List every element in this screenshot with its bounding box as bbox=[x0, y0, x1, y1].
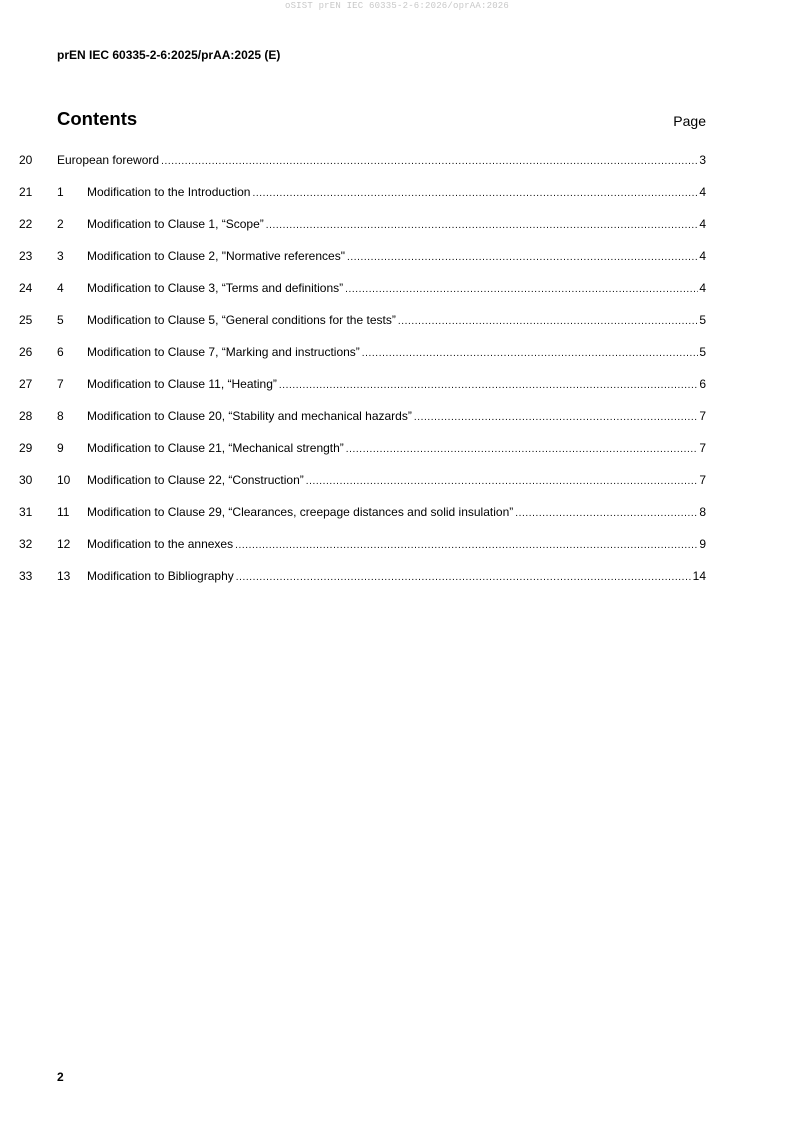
dot-leader bbox=[266, 218, 699, 234]
dot-leader bbox=[306, 474, 699, 490]
toc-entry-6[interactable] bbox=[57, 344, 706, 362]
page-number: 2 bbox=[57, 1070, 64, 1084]
line-number: 26 bbox=[19, 345, 33, 359]
line-number: 29 bbox=[19, 441, 33, 455]
toc-entry-title: Modification to the Introduction bbox=[87, 185, 251, 199]
toc-entry-7[interactable] bbox=[57, 376, 706, 394]
toc-entry-page: 6 bbox=[699, 377, 706, 391]
line-number: 30 bbox=[19, 473, 33, 487]
toc-row bbox=[0, 536, 794, 552]
toc-entry-title: Modification to Clause 1, “Scope” bbox=[87, 217, 264, 231]
toc-row bbox=[0, 472, 794, 488]
toc-entry-5[interactable] bbox=[57, 312, 706, 330]
toc-row bbox=[0, 248, 794, 264]
toc-entry-page: 4 bbox=[699, 217, 706, 231]
line-number: 28 bbox=[19, 409, 33, 423]
toc-entry-number: 12 bbox=[57, 537, 71, 551]
toc-entry-2[interactable] bbox=[57, 216, 706, 234]
toc-entry-title: Modification to Clause 21, “Mechanical strength” bbox=[87, 441, 344, 455]
toc-entry-title: Modification to Clause 11, “Heating” bbox=[87, 377, 277, 391]
dot-leader bbox=[346, 442, 699, 458]
dot-leader bbox=[515, 506, 698, 522]
toc-entry-number: 9 bbox=[57, 441, 64, 455]
line-number: 23 bbox=[19, 249, 33, 263]
toc-entry-title: Modification to Clause 2, "Normative references" bbox=[87, 249, 345, 263]
toc-entry-number: 5 bbox=[57, 313, 64, 327]
toc-entry-11[interactable] bbox=[57, 504, 706, 522]
dot-leader bbox=[235, 538, 698, 554]
toc-entry-10[interactable] bbox=[57, 472, 706, 490]
dot-leader bbox=[398, 314, 698, 330]
line-number: 22 bbox=[19, 217, 33, 231]
toc-entry-13[interactable] bbox=[57, 568, 706, 586]
toc-entry-title: Modification to Clause 5, “General conditions for the tests” bbox=[87, 313, 396, 327]
contents-heading: Contents bbox=[57, 108, 138, 129]
toc-entry-page: 5 bbox=[699, 345, 706, 359]
toc-entry-page: 4 bbox=[699, 281, 706, 295]
toc-entry-title: Modification to Clause 7, “Marking and instructions” bbox=[87, 345, 360, 359]
dot-leader bbox=[345, 282, 698, 298]
toc-entry-number: 3 bbox=[57, 249, 64, 263]
toc-row bbox=[0, 568, 794, 584]
toc-row bbox=[0, 216, 794, 232]
toc-entry-9[interactable] bbox=[57, 440, 706, 458]
toc-entry-page: 3 bbox=[699, 153, 706, 167]
toc-row bbox=[0, 376, 794, 392]
line-number: 21 bbox=[19, 185, 33, 199]
toc-entry-page: 14 bbox=[692, 569, 706, 583]
toc-entry-3[interactable] bbox=[57, 248, 706, 266]
line-number: 27 bbox=[19, 377, 33, 391]
toc-entry-page: 9 bbox=[699, 537, 706, 551]
toc-row bbox=[0, 408, 794, 424]
toc-entry-12[interactable] bbox=[57, 536, 706, 554]
toc-entry-european-foreword[interactable] bbox=[57, 152, 706, 170]
toc-entry-number: 13 bbox=[57, 569, 71, 583]
toc-entry-page: 7 bbox=[699, 473, 706, 487]
line-number: 32 bbox=[19, 537, 33, 551]
toc-row bbox=[0, 152, 794, 168]
toc-entry-4[interactable] bbox=[57, 280, 706, 298]
toc-entry-number: 1 bbox=[57, 185, 64, 199]
dot-leader bbox=[362, 346, 699, 362]
toc-entry-title: Modification to Clause 3, “Terms and definitions” bbox=[87, 281, 344, 295]
toc-row bbox=[0, 184, 794, 200]
toc-entry-number: 8 bbox=[57, 409, 64, 423]
dot-leader bbox=[347, 250, 698, 266]
toc-entry-title: Modification to Clause 22, “Construction” bbox=[87, 473, 304, 487]
toc-entry-page: 7 bbox=[699, 441, 706, 455]
dot-leader bbox=[161, 154, 698, 170]
toc-entry-title: Modification to Clause 20, “Stability and mechanical hazards” bbox=[87, 409, 412, 423]
toc-entry-page: 5 bbox=[699, 313, 706, 327]
toc-entry-8[interactable] bbox=[57, 408, 706, 426]
toc-entry-title: Modification to Bibliography bbox=[87, 569, 234, 583]
line-number: 31 bbox=[19, 505, 33, 519]
toc-entry-number: 4 bbox=[57, 281, 64, 295]
toc-row bbox=[0, 344, 794, 360]
toc-entry-title: European foreword bbox=[57, 153, 160, 167]
line-number: 25 bbox=[19, 313, 33, 327]
line-number: 24 bbox=[19, 281, 33, 295]
toc-row bbox=[0, 440, 794, 456]
line-number: 33 bbox=[19, 569, 33, 583]
dot-leader bbox=[414, 410, 698, 426]
watermark: oSIST prEN IEC 60335-2-6:2026/oprAA:2026 bbox=[284, 1, 510, 11]
document-identifier: prEN IEC 60335-2-6:2025/prAA:2025 (E) bbox=[57, 48, 281, 62]
toc-entry-number: 6 bbox=[57, 345, 64, 359]
toc-entry-1[interactable] bbox=[57, 184, 706, 202]
toc-entry-page: 4 bbox=[699, 249, 706, 263]
toc-entry-number: 2 bbox=[57, 217, 64, 231]
toc-entry-page: 4 bbox=[699, 185, 706, 199]
toc-row bbox=[0, 312, 794, 328]
dot-leader bbox=[236, 570, 692, 586]
toc-entry-page: 7 bbox=[699, 409, 706, 423]
toc-row bbox=[0, 280, 794, 296]
toc-entry-title: Modification to Clause 29, “Clearances, creepage distances and solid insulation” bbox=[87, 505, 514, 519]
toc-row bbox=[0, 504, 794, 520]
dot-leader bbox=[252, 186, 698, 202]
toc-entry-title: Modification to the annexes bbox=[87, 537, 234, 551]
toc-entry-number: 7 bbox=[57, 377, 64, 391]
toc-entry-number: 11 bbox=[57, 505, 70, 519]
line-number: 20 bbox=[19, 153, 33, 167]
dot-leader bbox=[279, 378, 698, 394]
toc-entry-number: 10 bbox=[57, 473, 71, 487]
toc-entry-page: 8 bbox=[699, 505, 706, 519]
page-column-label: Page bbox=[673, 113, 706, 129]
